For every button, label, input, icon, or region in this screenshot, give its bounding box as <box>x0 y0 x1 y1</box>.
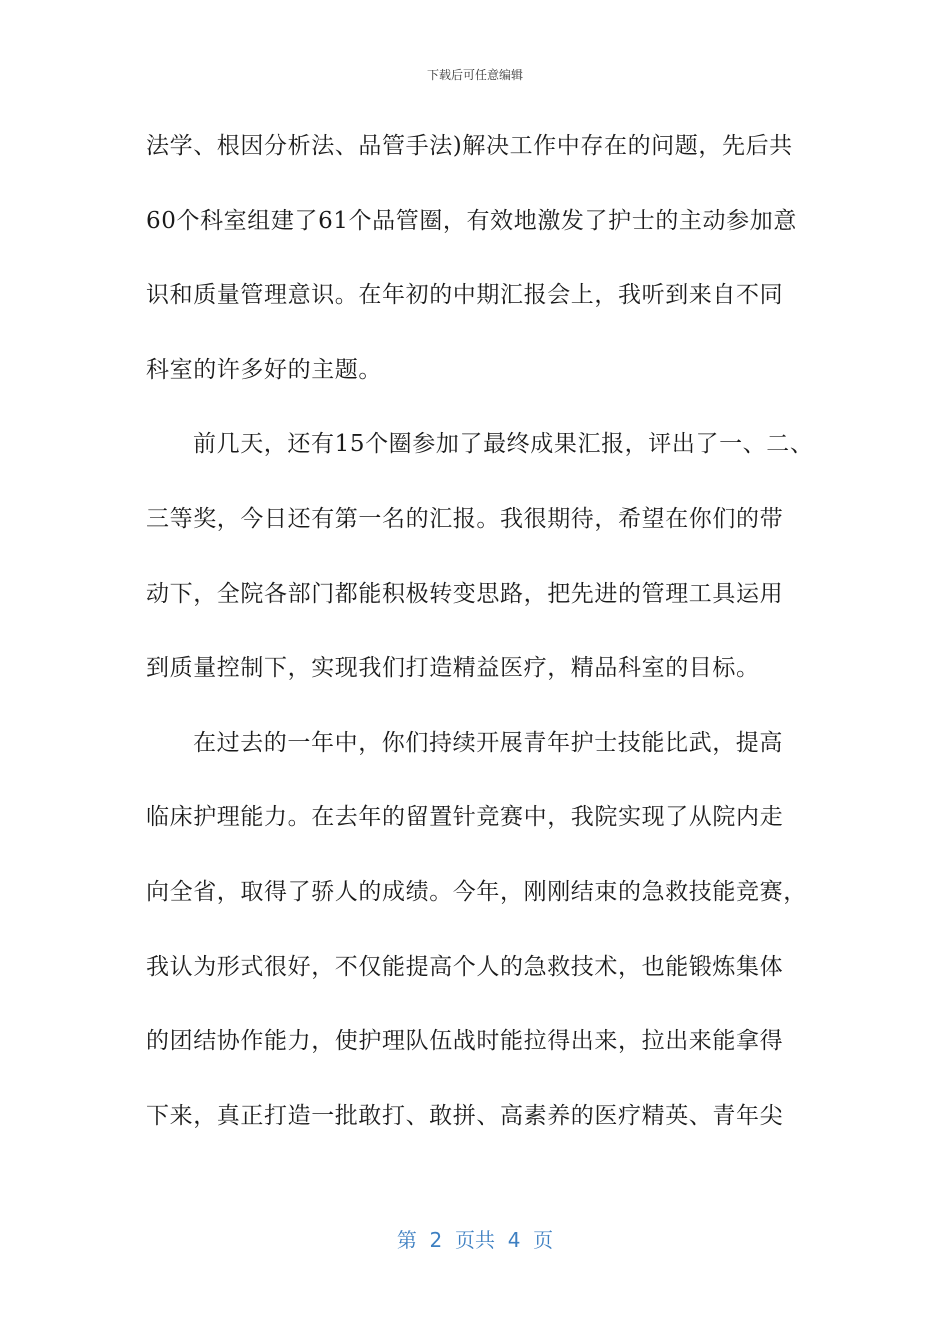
text-line: 法学、根因分析法、品管手法)解决工作中存在的问题，先后共 <box>146 133 793 159</box>
text-line: 60个科室组建了61个品管圈，有效地激发了护士的主动参加意 <box>146 207 797 234</box>
text-line: 到质量控制下，实现我们打造精益医疗，精品科室的目标。 <box>146 655 760 682</box>
text-line: 三等奖，今日还有第一名的汇报。我很期待，希望在你们的带 <box>146 505 784 532</box>
paragraph-first-line: 在过去的一年中，你们持续开展青年护士技能比武，提高 <box>193 729 783 756</box>
text-line: 识和质量管理意识。在年初的中期汇报会上，我听到来自不同 <box>146 282 784 309</box>
text-line: 向全省，取得了骄人的成绩。今年，刚刚结束的急救技能竞赛， <box>146 878 807 905</box>
text-line: 临床护理能力。在去年的留置针竞赛中，我院实现了从院内走 <box>146 804 784 831</box>
document-body <box>146 120 836 1164</box>
text-line: 我认为形式很好，不仅能提高个人的急救技术，也能锻炼集体 <box>146 953 784 980</box>
text-line: 的团结协作能力，使护理队伍战时能拉得出来，拉出来能拿得 <box>146 1028 784 1055</box>
text-line: 下来，真正打造一批敢打、敢拼、高素养的医疗精英、青年尖 <box>146 1102 784 1129</box>
page-number: 第 2 页共 4 页 <box>396 1228 554 1252</box>
header-note: 下载后可任意编辑 <box>426 68 523 82</box>
text-line: 科室的许多好的主题。 <box>146 356 382 383</box>
text-line: 动下，全院各部门都能积极转变思路，把先进的管理工具运用 <box>146 580 784 607</box>
paragraph-first-line: 前几天，还有15个圈参加了最终成果汇报，评出了一、二、 <box>193 431 814 458</box>
